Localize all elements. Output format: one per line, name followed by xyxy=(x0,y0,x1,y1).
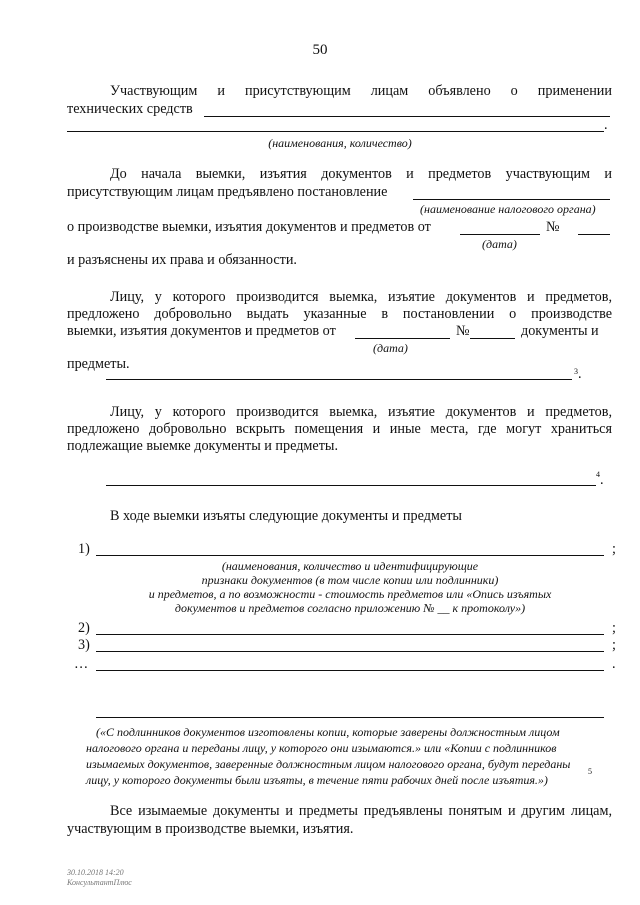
items-caption-3: и предметов, а по возможности - стоимость предметов или «Опись изъятых xyxy=(148,587,552,601)
p2-line2: присутствующим лицам предъявлено постановление xyxy=(67,184,388,200)
p3-end: . xyxy=(578,366,582,382)
p6-line2: налогового органа и переданы лицу, у которого они изымаются.» или «Копии с подлинников xyxy=(86,741,557,755)
item-3-semicolon: ; xyxy=(612,637,616,653)
p2-caption-date: (дата) xyxy=(482,237,517,251)
items-caption-1: (наименования, количество и идентифицирующие xyxy=(221,559,479,573)
item-2-blank xyxy=(96,634,604,635)
p2-num-sign: № xyxy=(546,219,560,235)
item-2-semicolon: ; xyxy=(612,620,616,636)
p2-line3: о производстве выемки, изъятия документов и предметов от xyxy=(67,219,431,235)
p2-line4: и разъяснены их права и обязанности. xyxy=(67,252,297,268)
items-end: . xyxy=(612,656,616,672)
p4-line3: подлежащие выемке документы и предметы. xyxy=(67,438,338,454)
p4-footnote-4: 4 xyxy=(596,470,600,479)
item-more-blank xyxy=(96,670,604,671)
p3-line3-a: выемки, изъятия документов и предметов от xyxy=(67,323,336,339)
item-1-semicolon: ; xyxy=(612,541,616,557)
item-1-number: 1) xyxy=(78,541,90,557)
p2-blank-date xyxy=(460,234,540,235)
p6-line1: («С подлинников документов изготовлены копии, которые заверены должностным лицом xyxy=(96,725,560,739)
p3-blank xyxy=(106,379,572,380)
p2-blank-organ xyxy=(413,199,610,200)
p5-line1: В ходе выемки изъяты следующие документы и предметы xyxy=(110,508,462,524)
p2-line1: До начала выемки, изъятия документов и предметов участвующим и xyxy=(110,166,612,182)
p1-caption: (наименования, количество) xyxy=(268,136,412,150)
footer-stamp-date: 30.10.2018 14:20 xyxy=(67,868,124,877)
p4-blank xyxy=(106,485,596,486)
p7-line2: участвующим в производстве выемки, изъятия. xyxy=(67,821,354,837)
p1-line1: Участвующим и присутствующим лицам объявлено о применении xyxy=(110,83,612,99)
p3-line1: Лицу, у которого производится выемка, изъятие документов и предметов, xyxy=(110,289,612,305)
p1-end: . xyxy=(604,117,608,133)
p3-line4: предметы. xyxy=(67,356,130,372)
item-3-number: 3) xyxy=(78,637,90,653)
item-3-blank xyxy=(96,651,604,652)
p3-caption-date: (дата) xyxy=(373,341,408,355)
p6-line3: изымаемых документов, заверенные должностным лицом налогового органа, будут переданы xyxy=(86,757,571,771)
items-caption-4: документов и предметов согласно приложению № __ к протоколу») xyxy=(174,601,526,615)
p4-line1: Лицу, у которого производится выемка, изъятие документов и предметов, xyxy=(110,404,612,420)
item-2-number: 2) xyxy=(78,620,90,636)
p4-end: . xyxy=(600,472,604,488)
items-caption-2: признаки документов (в том числе копии или подлинники) xyxy=(201,573,499,587)
p6-blank xyxy=(96,717,604,718)
page-number: 50 xyxy=(312,42,328,58)
p2-caption-organ: (наименование налогового органа) xyxy=(420,202,596,216)
p1-blank-2 xyxy=(67,131,604,132)
item-more: … xyxy=(74,656,89,672)
p3-line2: предложено добровольно выдать указанные в постановлении о производстве xyxy=(67,306,612,322)
p3-blank-number xyxy=(470,338,515,339)
p7-line1: Все изымаемые документы и предметы предъявлены понятым и другим лицам, xyxy=(110,803,612,819)
p1-blank-1 xyxy=(204,116,610,117)
item-1-blank xyxy=(96,555,604,556)
p1-line2: технических средств xyxy=(67,101,193,117)
p3-num-sign: № xyxy=(456,323,470,339)
p2-blank-number xyxy=(578,234,610,235)
footer-stamp-source: КонсультантПлюс xyxy=(67,878,132,887)
p6-line4: лицу, у которого документы были изъяты, в течение пяти рабочих дней после изъятия.») xyxy=(86,773,548,787)
p3-line3-b: документы и xyxy=(521,323,599,339)
p3-footnote-3: 3 xyxy=(574,367,578,376)
p6-footnote-5: 5 xyxy=(588,767,592,776)
p3-blank-date xyxy=(355,338,450,339)
p4-line2: предложено добровольно вскрыть помещения и иные места, где могут храниться xyxy=(67,421,612,437)
